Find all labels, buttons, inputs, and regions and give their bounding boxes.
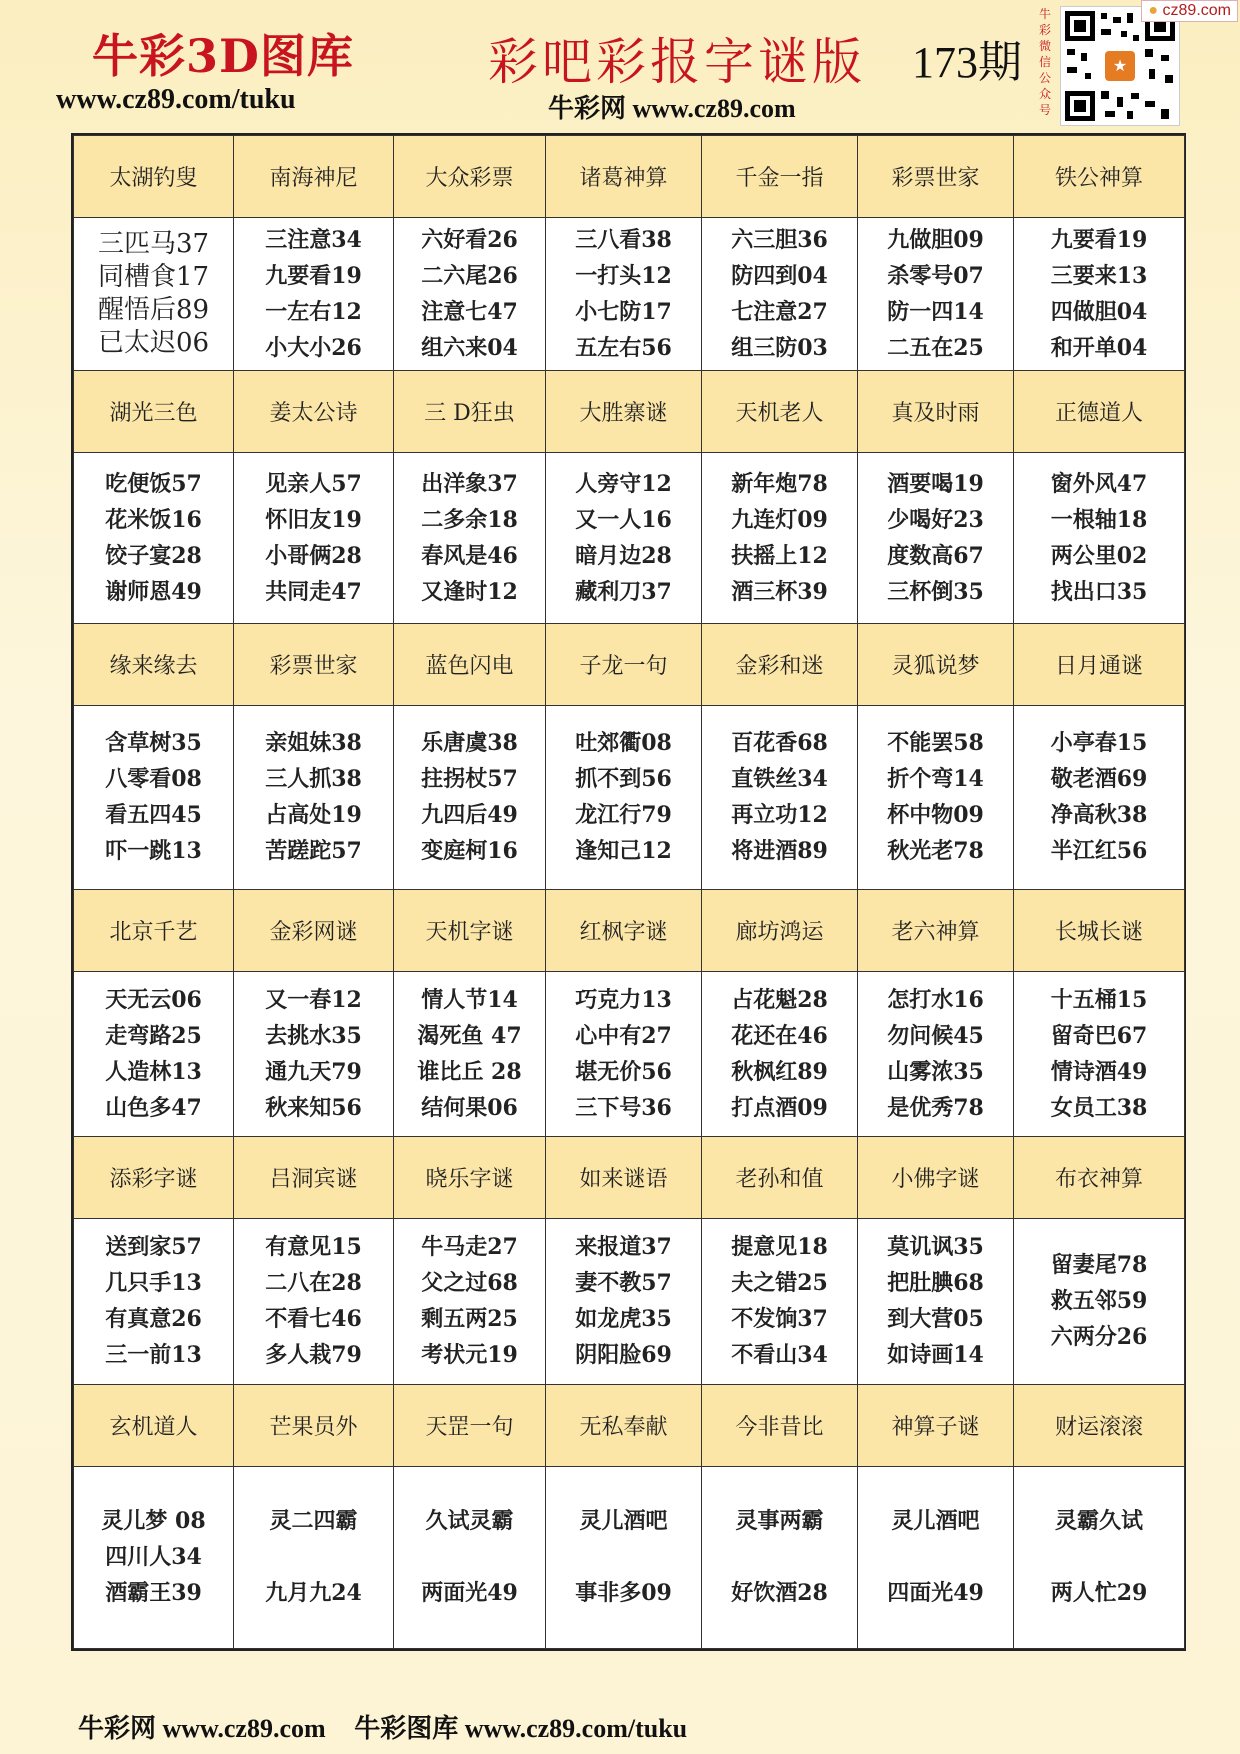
riddle-line: 占花魁28 <box>731 986 828 1013</box>
riddle-row <box>74 452 1185 623</box>
riddle-cell <box>546 971 702 1137</box>
riddle-cell <box>74 1219 234 1385</box>
header-row <box>74 136 1185 218</box>
riddle-line: 占高处19 <box>265 802 362 829</box>
riddle-line: 人旁守12 <box>575 470 672 497</box>
riddle-cell <box>394 217 546 370</box>
source-name-cell: 大胜寨谜 <box>546 371 702 453</box>
source-name-cell: 彩票世家 <box>858 136 1014 218</box>
riddle-line: 三匹马37 <box>97 228 210 259</box>
riddle-line: 牛马走27 <box>421 1234 518 1261</box>
riddle-line: 六两分26 <box>1050 1324 1148 1351</box>
riddle-line: 少喝好23 <box>887 506 984 533</box>
riddle-line: 吐郊衢08 <box>575 730 672 757</box>
riddle-line: 龙江行79 <box>575 802 672 829</box>
issue-number: 173期 <box>912 38 1022 87</box>
source-name-cell: 玄机道人 <box>74 1384 234 1466</box>
riddle-line: 饺子宴28 <box>105 542 202 569</box>
riddle-line: 天无云06 <box>105 986 202 1013</box>
riddle-line: 渴死鱼 47 <box>417 1022 522 1049</box>
source-name-cell: 千金一指 <box>702 136 858 218</box>
riddle-row <box>74 1466 1185 1648</box>
source-name-cell: 诸葛神算 <box>546 136 702 218</box>
source-name-cell: 添彩字谜 <box>74 1137 234 1219</box>
riddle-line: 三注意34 <box>265 226 362 253</box>
riddle-line: 好饮酒28 <box>731 1580 828 1607</box>
riddle-cell <box>234 971 394 1137</box>
riddle-line: 直铁丝34 <box>731 766 828 793</box>
page-title: 彩吧彩报字谜版 <box>488 33 866 91</box>
riddle-cell <box>1014 452 1185 623</box>
source-name-cell: 今非昔比 <box>702 1384 858 1466</box>
source-name-cell: 日月通谜 <box>1014 623 1185 705</box>
riddle-line: 女员工38 <box>1050 1094 1148 1121</box>
bull-logo-icon: ★ <box>1105 51 1135 81</box>
riddle-line: 将进酒89 <box>731 838 828 865</box>
riddle-line: 二五在25 <box>887 334 984 361</box>
source-name-cell: 灵狐说梦 <box>858 623 1014 705</box>
page-header <box>0 0 1240 130</box>
riddle-line: 含草树35 <box>105 730 202 757</box>
riddle-line: 九要看19 <box>265 262 362 289</box>
riddle-line: 考状元19 <box>421 1342 518 1369</box>
source-name-cell: 三 D狂虫 <box>394 371 546 453</box>
header-row <box>74 623 1185 705</box>
riddle-line <box>858 1539 1013 1575</box>
riddle-cell <box>702 217 858 370</box>
source-name-cell: 老孙和值 <box>702 1137 858 1219</box>
riddle-line: 走弯路25 <box>105 1022 202 1049</box>
footer-tuku-link[interactable]: 牛彩图库 www.cz89.com/tuku <box>354 1714 688 1743</box>
source-name-cell: 南海神尼 <box>234 136 394 218</box>
riddle-cell <box>702 452 858 623</box>
riddle-line: 七注意27 <box>731 298 828 325</box>
riddle-cell <box>394 971 546 1137</box>
riddle-line: 扶摇上12 <box>731 542 828 569</box>
riddle-line: 结何果06 <box>421 1094 518 1121</box>
riddle-cell <box>1014 1219 1185 1385</box>
riddle-table <box>71 133 1186 1651</box>
riddle-row <box>74 1219 1185 1385</box>
riddle-line: 灵儿酒吧 <box>891 1508 980 1535</box>
riddle-cell <box>858 705 1014 889</box>
riddle-line: 小七防17 <box>575 298 672 325</box>
riddle-line: 留奇巴67 <box>1050 1022 1148 1049</box>
riddle-cell <box>546 705 702 889</box>
riddle-cell <box>74 705 234 889</box>
source-name-cell: 芒果员外 <box>234 1384 394 1466</box>
riddle-line: 两人忙29 <box>1050 1580 1148 1607</box>
riddle-cell <box>1014 971 1185 1137</box>
riddle-line: 五左右56 <box>575 334 672 361</box>
riddle-line: 提意见18 <box>731 1234 828 1261</box>
riddle-line: 如龙虎35 <box>575 1306 672 1333</box>
riddle-line: 组六来04 <box>421 334 518 361</box>
riddle-line: 杀零号07 <box>887 262 984 289</box>
riddle-cell <box>234 705 394 889</box>
source-name-cell: 正德道人 <box>1014 371 1185 453</box>
riddle-cell <box>702 1466 858 1648</box>
riddle-cell <box>546 452 702 623</box>
site-url-link[interactable]: 牛彩网 www.cz89.com <box>548 94 796 123</box>
riddle-line: 吃便饭57 <box>105 470 202 497</box>
source-name-cell: 大众彩票 <box>394 136 546 218</box>
page-footer <box>78 1708 709 1745</box>
header-row <box>74 1384 1185 1466</box>
riddle-line: 四做胆04 <box>1050 298 1148 325</box>
riddle-line: 注意七47 <box>421 298 518 325</box>
riddle-cell <box>546 1466 702 1648</box>
source-name-cell: 湖光三色 <box>74 371 234 453</box>
riddle-line: 一左右12 <box>265 298 362 325</box>
riddle-line: 三一前13 <box>105 1342 202 1369</box>
riddle-line: 杯中物09 <box>887 802 984 829</box>
riddle-cell <box>234 452 394 623</box>
riddle-grid <box>73 135 1185 1649</box>
riddle-line: 和开单04 <box>1050 334 1148 361</box>
riddle-line: 阴阳脸69 <box>575 1342 672 1369</box>
riddle-line: 父之过68 <box>421 1270 518 1297</box>
source-name-cell: 铁公神算 <box>1014 136 1185 218</box>
source-name-cell: 如来谜语 <box>546 1137 702 1219</box>
source-name-cell: 子龙一句 <box>546 623 702 705</box>
riddle-line: 几只手13 <box>105 1270 202 1297</box>
footer-site-link[interactable]: 牛彩网 www.cz89.com <box>78 1714 326 1743</box>
qr-code[interactable] <box>1060 6 1180 126</box>
riddle-line: 莫讥讽35 <box>887 1234 984 1261</box>
riddle-line: 乐唐虞38 <box>421 730 518 757</box>
source-name-cell: 真及时雨 <box>858 371 1014 453</box>
riddle-line: 抓不到56 <box>575 766 672 793</box>
riddle-line: 藏利刀37 <box>575 578 672 605</box>
riddle-line: 百花香68 <box>731 730 828 757</box>
riddle-line <box>234 1539 393 1575</box>
riddle-line: 共同走47 <box>265 578 362 605</box>
riddle-line: 再立功12 <box>731 802 828 829</box>
riddle-cell <box>394 1219 546 1385</box>
riddle-line: 巧克力13 <box>575 986 672 1013</box>
riddle-line: 怎打水16 <box>887 986 984 1013</box>
riddle-line: 三八看38 <box>575 226 672 253</box>
riddle-line: 三杯倒35 <box>887 578 984 605</box>
riddle-line: 防四到04 <box>731 262 828 289</box>
source-name-cell: 彩票世家 <box>234 623 394 705</box>
riddle-cell <box>702 705 858 889</box>
riddle-line: 秋光老78 <box>887 838 984 865</box>
riddle-line: 九做胆09 <box>887 226 984 253</box>
source-name-cell: 北京千艺 <box>74 889 234 971</box>
riddle-line: 二八在28 <box>265 1270 362 1297</box>
riddle-line: 不看七46 <box>265 1306 362 1333</box>
header-row <box>74 889 1185 971</box>
riddle-line: 不看山34 <box>731 1342 828 1369</box>
riddle-line: 小亭春15 <box>1050 730 1148 757</box>
riddle-line: 二多余18 <box>421 506 518 533</box>
riddle-line: 久试灵霸 <box>425 1508 514 1535</box>
riddle-line: 两公里02 <box>1050 542 1148 569</box>
riddle-line: 谢师恩49 <box>105 578 202 605</box>
riddle-cell <box>394 452 546 623</box>
riddle-line: 如诗画14 <box>887 1342 984 1369</box>
riddle-line <box>702 1539 857 1575</box>
riddle-line: 情诗酒49 <box>1050 1058 1148 1085</box>
riddle-line: 三要来13 <box>1050 262 1148 289</box>
riddle-cell <box>74 217 234 370</box>
riddle-line: 把肚腆68 <box>887 1270 984 1297</box>
riddle-line: 四川人34 <box>105 1544 202 1571</box>
riddle-cell <box>546 217 702 370</box>
riddle-line: 见亲人57 <box>265 470 362 497</box>
riddle-line: 去挑水35 <box>265 1022 362 1049</box>
riddle-line: 谁比丘 28 <box>417 1058 522 1085</box>
wechat-label: 牛彩微信公众号 <box>1038 7 1051 117</box>
riddle-line: 送到家57 <box>105 1234 202 1261</box>
riddle-line: 花还在46 <box>731 1022 828 1049</box>
riddle-line: 灵儿酒吧 <box>579 1508 668 1535</box>
riddle-cell <box>546 1219 702 1385</box>
riddle-line: 秋来知56 <box>265 1094 362 1121</box>
riddle-line: 一根轴18 <box>1050 506 1148 533</box>
riddle-line: 到大营05 <box>887 1306 984 1333</box>
header-row <box>74 1137 1185 1219</box>
riddle-line: 小哥俩28 <box>265 542 362 569</box>
riddle-line: 三人抓38 <box>265 766 362 793</box>
source-name-cell: 无私奉献 <box>546 1384 702 1466</box>
riddle-cell <box>702 1219 858 1385</box>
riddle-line: 灵二四霸 <box>269 1508 358 1535</box>
riddle-line: 妻不教57 <box>575 1270 672 1297</box>
source-name-cell: 廊坊鸿运 <box>702 889 858 971</box>
riddle-line: 出洋象37 <box>421 470 518 497</box>
riddle-line: 留妻尾78 <box>1050 1252 1148 1279</box>
riddle-line: 有意见15 <box>265 1234 362 1261</box>
corner-url-text: cz89.com <box>1162 2 1231 19</box>
riddle-line: 八零看08 <box>105 766 202 793</box>
riddle-cell <box>74 971 234 1137</box>
source-name-cell: 金彩网谜 <box>234 889 394 971</box>
riddle-line: 剩五两25 <box>421 1306 518 1333</box>
source-name-cell: 姜太公诗 <box>234 371 394 453</box>
riddle-line: 小大小26 <box>265 334 362 361</box>
riddle-line: 秋枫红89 <box>731 1058 828 1085</box>
riddle-line: 变庭柯16 <box>421 838 518 865</box>
riddle-line: 九月九24 <box>265 1580 362 1607</box>
riddle-line: 救五邻59 <box>1050 1288 1148 1315</box>
source-name-cell: 红枫字谜 <box>546 889 702 971</box>
riddle-line <box>546 1539 701 1575</box>
riddle-line: 灵事两霸 <box>735 1508 824 1535</box>
riddle-line: 逢知己12 <box>575 838 672 865</box>
riddle-line: 又一春12 <box>265 986 362 1013</box>
source-name-cell: 神算子谜 <box>858 1384 1014 1466</box>
brand-title: 牛彩3D图库 <box>92 29 354 83</box>
riddle-line: 九要看19 <box>1050 226 1148 253</box>
riddle-line: 拄拐杖57 <box>421 766 518 793</box>
riddle-line: 九四后49 <box>421 802 518 829</box>
riddle-line: 窗外风47 <box>1050 470 1148 497</box>
riddle-line: 山色多47 <box>105 1094 202 1121</box>
riddle-line: 敬老酒69 <box>1050 766 1148 793</box>
riddle-line: 净高秋38 <box>1050 802 1148 829</box>
riddle-cell <box>234 217 394 370</box>
riddle-line: 酒要喝19 <box>887 470 984 497</box>
globe-icon: ● <box>1148 2 1159 19</box>
riddle-line: 不能罢58 <box>887 730 984 757</box>
riddle-cell <box>1014 705 1185 889</box>
riddle-line: 同槽食17 <box>97 261 210 292</box>
riddle-cell <box>702 971 858 1137</box>
riddle-cell <box>74 1466 234 1648</box>
riddle-line: 半江红56 <box>1050 838 1148 865</box>
riddle-line: 人造林13 <box>105 1058 202 1085</box>
riddle-line: 四面光49 <box>887 1580 984 1607</box>
riddle-row <box>74 971 1185 1137</box>
riddle-line: 多人栽79 <box>265 1342 362 1369</box>
source-name-cell: 吕洞宾谜 <box>234 1137 394 1219</box>
riddle-line: 有真意26 <box>105 1306 202 1333</box>
riddle-cell <box>394 705 546 889</box>
source-name-cell: 晓乐字谜 <box>394 1137 546 1219</box>
riddle-cell <box>858 971 1014 1137</box>
source-name-cell: 金彩和迷 <box>702 623 858 705</box>
riddle-line: 十五桶15 <box>1050 986 1148 1013</box>
riddle-line: 防一四14 <box>887 298 984 325</box>
riddle-line: 怀旧友19 <box>265 506 362 533</box>
riddle-line: 六三胆36 <box>731 226 828 253</box>
riddle-line: 两面光49 <box>421 1580 518 1607</box>
riddle-line: 酒三杯39 <box>731 578 828 605</box>
source-name-cell: 小佛字谜 <box>858 1137 1014 1219</box>
riddle-line: 又一人16 <box>575 506 672 533</box>
riddle-line: 吓一跳13 <box>105 838 202 865</box>
riddle-line: 三下号36 <box>575 1094 672 1121</box>
source-name-cell: 蓝色闪电 <box>394 623 546 705</box>
riddle-line: 又逢时12 <box>421 578 518 605</box>
riddle-cell <box>858 452 1014 623</box>
corner-site-badge[interactable] <box>1141 0 1238 22</box>
riddle-line: 组三防03 <box>731 334 828 361</box>
riddle-line: 春风是46 <box>421 542 518 569</box>
riddle-line: 度数高67 <box>887 542 984 569</box>
riddle-line: 苦蹉跎57 <box>265 838 362 865</box>
source-name-cell: 布衣神算 <box>1014 1137 1185 1219</box>
riddle-line: 打点酒09 <box>731 1094 828 1121</box>
riddle-line: 情人节14 <box>421 986 518 1013</box>
riddle-cell <box>858 1466 1014 1648</box>
riddle-line: 一打头12 <box>575 262 672 289</box>
riddle-line: 酒霸王39 <box>105 1580 202 1607</box>
riddle-line: 事非多09 <box>575 1580 672 1607</box>
source-name-cell: 太湖钓叟 <box>74 136 234 218</box>
riddle-line: 亲姐妹38 <box>265 730 362 757</box>
riddle-line <box>1014 1539 1184 1575</box>
riddle-cell <box>1014 217 1185 370</box>
source-name-cell: 老六神算 <box>858 889 1014 971</box>
riddle-line: 夫之错25 <box>731 1270 828 1297</box>
riddle-cell <box>394 1466 546 1648</box>
source-name-cell: 财运滚滚 <box>1014 1384 1185 1466</box>
riddle-cell <box>74 452 234 623</box>
riddle-line: 通九天79 <box>265 1058 362 1085</box>
riddle-line: 看五四45 <box>105 802 202 829</box>
riddle-cell <box>858 217 1014 370</box>
riddle-line: 灵儿梦 08 <box>101 1508 206 1535</box>
riddle-cell <box>234 1466 394 1648</box>
brand-url-link[interactable]: www.cz89.com/tuku <box>56 84 296 115</box>
source-name-cell: 长城长谜 <box>1014 889 1185 971</box>
source-name-cell: 缘来缘去 <box>74 623 234 705</box>
riddle-line: 新年炮78 <box>731 470 828 497</box>
grid-body <box>74 136 1185 1649</box>
riddle-line: 灵霸久试 <box>1054 1508 1143 1535</box>
riddle-line: 折个弯14 <box>887 766 984 793</box>
riddle-cell <box>858 1219 1014 1385</box>
riddle-row <box>74 705 1185 889</box>
riddle-line: 暗月边28 <box>575 542 672 569</box>
source-name-cell: 天机字谜 <box>394 889 546 971</box>
riddle-line <box>394 1539 545 1575</box>
riddle-line: 找出口35 <box>1050 578 1148 605</box>
header-row <box>74 371 1185 453</box>
riddle-line: 堪无价56 <box>575 1058 672 1085</box>
riddle-line: 来报道37 <box>575 1234 672 1261</box>
riddle-row <box>74 217 1185 370</box>
riddle-line: 花米饭16 <box>105 506 202 533</box>
riddle-line: 心中有27 <box>575 1022 672 1049</box>
riddle-line: 六好看26 <box>421 226 518 253</box>
riddle-line: 二六尾26 <box>421 262 518 289</box>
riddle-cell <box>1014 1466 1185 1648</box>
riddle-line: 已太迟06 <box>97 327 210 358</box>
source-name-cell: 天机老人 <box>702 371 858 453</box>
riddle-line: 醒悟后89 <box>97 294 210 325</box>
riddle-line: 九连灯09 <box>731 506 828 533</box>
riddle-cell <box>234 1219 394 1385</box>
riddle-line: 是优秀78 <box>887 1094 984 1121</box>
source-name-cell: 天罡一句 <box>394 1384 546 1466</box>
riddle-line: 山雾浓35 <box>887 1058 984 1085</box>
riddle-line: 不发饷37 <box>731 1306 828 1333</box>
riddle-line: 勿问候45 <box>887 1022 984 1049</box>
